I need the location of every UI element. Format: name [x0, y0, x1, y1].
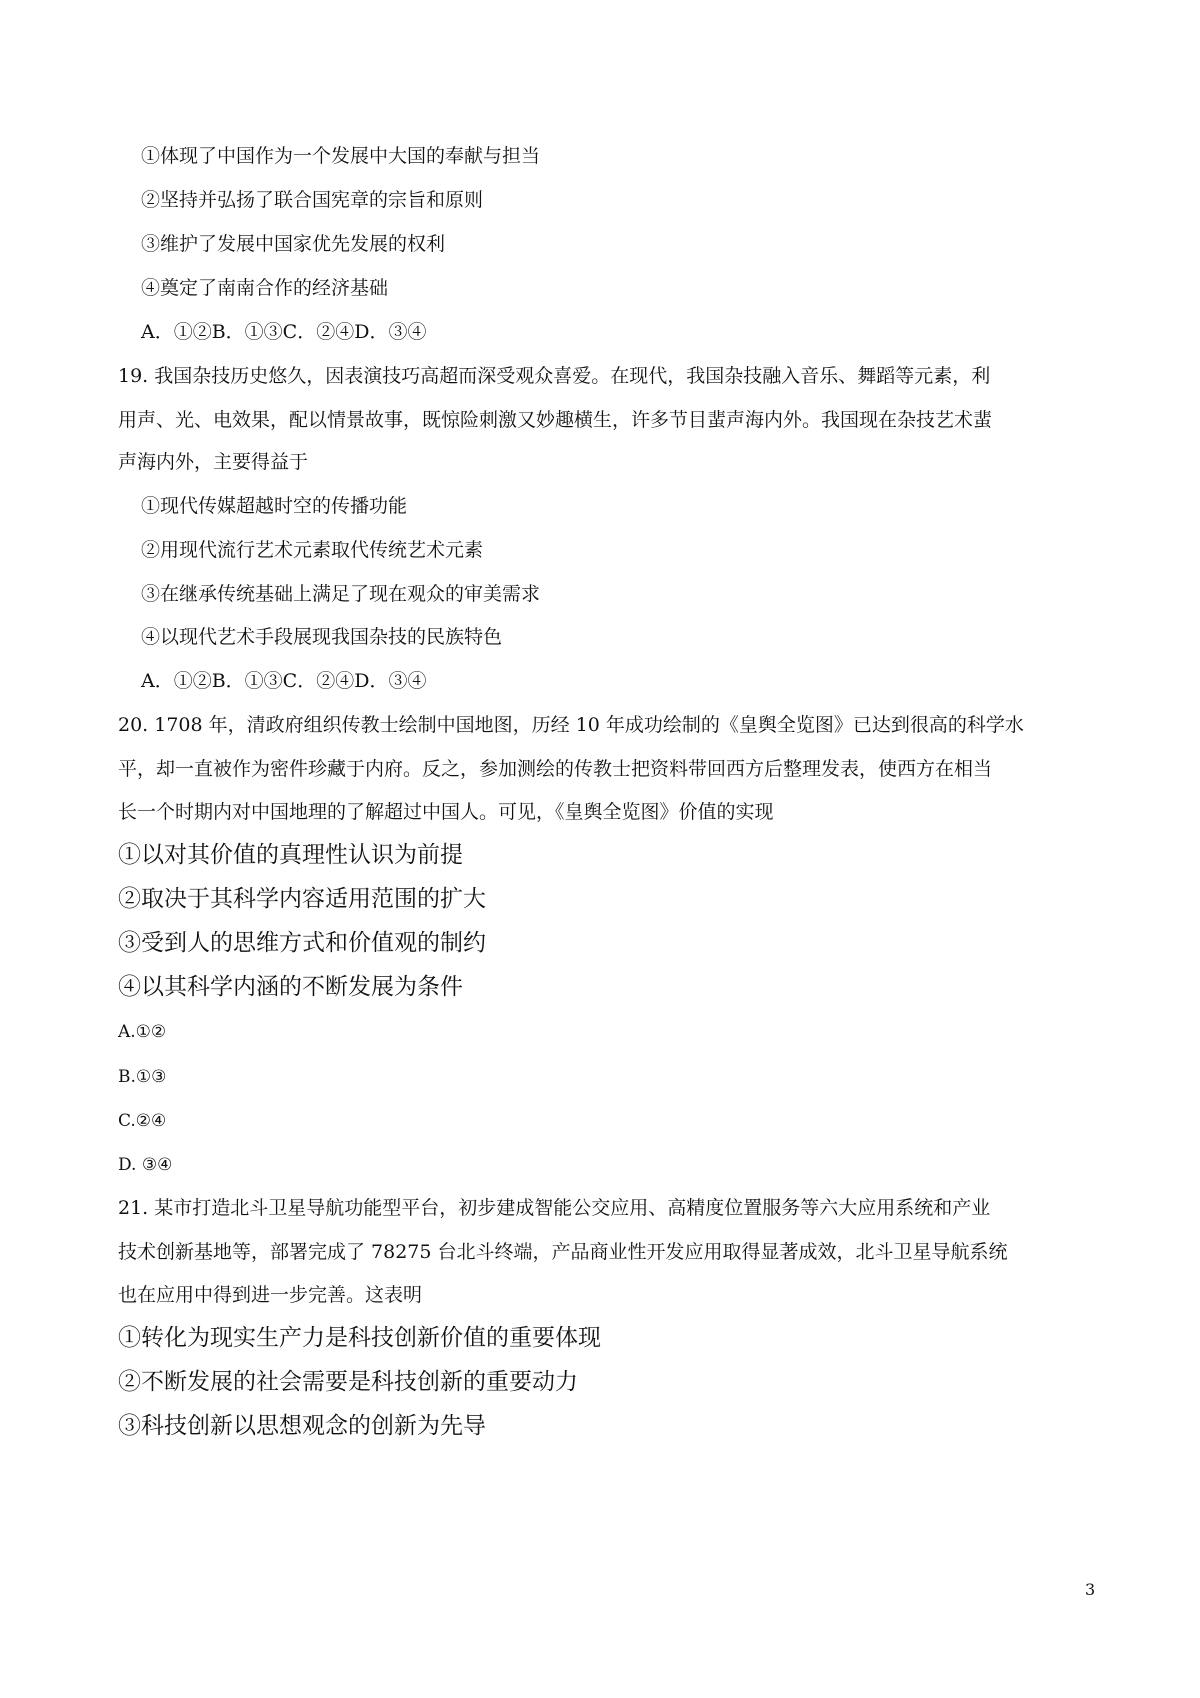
q21-item-3: ③科技创新以思想观念的创新为先导 [118, 1413, 486, 1439]
q20-option-d: D. ③④ [118, 1155, 173, 1175]
q20-stem-2: 平，却一直被作为密件珍藏于内府。反之，参加测绘的传教士把资料带回西方后整理发表，使西方在相当 [118, 758, 993, 780]
q21-stem-3: 也在应用中得到进一步完善。这表明 [118, 1284, 423, 1306]
q20-item-1: ①以对其价值的真理性认识为前提 [118, 842, 463, 868]
q18-item-2: ②坚持并弘扬了联合国宪章的宗旨和原则 [141, 189, 484, 211]
q19-stem-1: 19. 我国杂技历史悠久，因表演技巧高超而深受观众喜爱。在现代，我国杂技融入音乐、舞蹈等元素，利 [118, 365, 991, 387]
q21-stem-2: 技术创新基地等，部署完成了 78275 台北斗终端，产品商业性开发应用取得显著成效，北斗卫星导航系统 [118, 1241, 1008, 1263]
page-number: 3 [1085, 1580, 1096, 1599]
q20-item-3: ③受到人的思维方式和价值观的制约 [118, 930, 486, 956]
q21-stem-1: 21. 某市打造北斗卫星导航功能型平台，初步建成智能公交应用、高精度位置服务等六大应用系统和产业 [118, 1197, 991, 1219]
q19-answers: A．①②B．①③C．②④D．③④ [141, 670, 427, 692]
q19-stem-2: 用声、光、电效果，配以情景故事，既惊险刺激又妙趣横生，许多节目蜚声海内外。我国现在杂技艺术蜚 [118, 409, 993, 431]
q20-stem-3: 长一个时期内对中国地理的了解超过中国人。可见，《皇舆全览图》价值的实现 [118, 801, 774, 823]
q19-item-1: ①现代传媒超越时空的传播功能 [141, 495, 408, 517]
q20-item-2: ②取决于其科学内容适用范围的扩大 [118, 886, 486, 912]
q19-item-2: ②用现代流行艺术元素取代传统艺术元素 [141, 539, 484, 561]
q19-stem-3: 声海内外，主要得益于 [118, 451, 309, 473]
q18-item-4: ④奠定了南南合作的经济基础 [141, 277, 389, 299]
q20-stem-1: 20. 1708 年，清政府组织传教士绘制中国地图，历经 10 年成功绘制的《皇舆全览图》已达到很高的科学水 [118, 714, 1024, 736]
q21-item-1: ①转化为现实生产力是科技创新价值的重要体现 [118, 1325, 601, 1351]
q20-option-a: A.①② [118, 1022, 167, 1042]
q19-item-4: ④以现代艺术手段展现我国杂技的民族特色 [141, 626, 503, 648]
q18-answers: A．①②B．①③C．②④D．③④ [141, 321, 427, 343]
q20-item-4: ④以其科学内涵的不断发展为条件 [118, 974, 463, 1000]
q19-item-3: ③在继承传统基础上满足了现在观众的审美需求 [141, 583, 541, 605]
q18-item-1: ①体现了中国作为一个发展中大国的奉献与担当 [141, 145, 541, 167]
q20-option-b: B.①③ [118, 1067, 167, 1087]
q18-item-3: ③维护了发展中国家优先发展的权利 [141, 233, 446, 255]
q20-option-c: C.②④ [118, 1111, 167, 1131]
q21-item-2: ②不断发展的社会需要是科技创新的重要动力 [118, 1369, 578, 1395]
